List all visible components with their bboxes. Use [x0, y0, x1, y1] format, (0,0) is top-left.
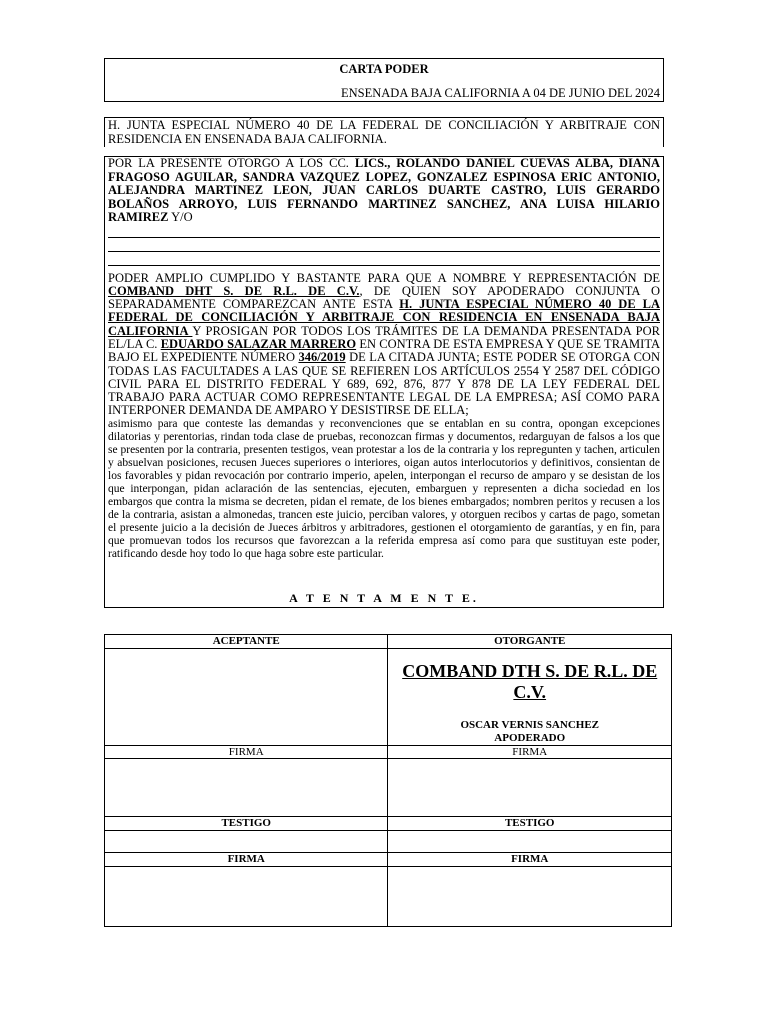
firma-header: FIRMA	[388, 853, 672, 867]
testigo-name-space	[105, 831, 388, 853]
header-box	[104, 58, 664, 102]
blank-line	[108, 224, 660, 238]
signature-table	[104, 634, 672, 927]
grant-suffix: Y/O	[168, 210, 193, 224]
power-text: , DE QUIEN SOY APODERADO CONJUNTA O SEPARADAMENTE COMPAREZCAN ANTE ESTA	[108, 283, 660, 312]
blank-line	[108, 252, 660, 266]
otorgante-company: COMBAND DTH S. DE R.L. DE C.V.	[402, 661, 658, 702]
testigo-header: TESTIGO	[388, 817, 672, 831]
firma-label: FIRMA	[388, 746, 672, 759]
testigo-name-space	[388, 831, 672, 853]
document-title: CARTA PODER	[339, 62, 429, 76]
representative-name: OSCAR VERNIS SANCHEZ	[460, 719, 599, 731]
otorgante-header: OTORGANTE	[388, 635, 672, 649]
addressee-text: H. JUNTA ESPECIAL NÚMERO 40 DE LA FEDERAL DE CONCILIACIÓN Y ARBITRAJE CON RESIDENCIA EN ENSENADA BAJA CALIFORNIA.	[108, 118, 660, 146]
otorgante-cell	[388, 649, 672, 746]
aceptante-cell	[105, 649, 388, 746]
place-date: ENSENADA BAJA CALIFORNIA A 04 DE JUNIO DEL 2024	[341, 86, 660, 100]
firma-label: FIRMA	[105, 746, 388, 759]
grant-intro: POR LA PRESENTE OTORGO A LOS CC.	[108, 156, 355, 170]
body-box	[104, 156, 664, 608]
power-text: PODER AMPLIO CUMPLIDO Y BASTANTE PARA QUE A NOMBRE Y REPRESENTACIÓN DE	[108, 270, 660, 285]
testigo-signature-space	[105, 867, 388, 927]
testigo-signature-space	[388, 867, 672, 927]
power-paragraph	[105, 272, 663, 418]
closing: A T E N T A M E N T E.	[289, 591, 479, 605]
blank-line	[108, 238, 660, 252]
power-text: Y PROSIGAN POR TODOS LOS TRÁMITES DE LA DEMANDA PRESENTADA POR EL/LA C.	[108, 323, 661, 351]
aceptante-header: ACEPTANTE	[105, 635, 388, 649]
junta-name: H. JUNTA ESPECIAL NÚMERO 40 DE LA FEDERAL DE CONCILIACIÓN Y ARBITRAJE CON RESIDENCIA EN ENSENADA BAJA CALIFORNIA	[108, 297, 660, 338]
file-number: 346/2019	[298, 350, 346, 365]
testigo-header: TESTIGO	[105, 817, 388, 831]
signature-space	[105, 759, 388, 817]
plaintiff-name: EDUARDO SALAZAR MARRERO	[160, 336, 357, 351]
representative-role: APODERADO	[494, 732, 566, 744]
attorney-names: LICS., ROLANDO DANIEL CUEVAS ALBA, DIANA FRAGOSO AGUILAR, SANDRA VAZQUEZ LOPEZ, GONZALEZ ESPINOSA ERIC ANTONIO, ALEJANDRA MARTINEZ LEON, JUAN CARLOS DUARTE CASTRO, LUIS GERARDO BOLAÑOS ARROYO, LUIS FERNANDO MARTINEZ SANCHEZ, ANA LUISA HILARIO RAMIREZ	[108, 156, 660, 224]
addressee-box	[104, 117, 664, 147]
firma-header: FIRMA	[105, 853, 388, 867]
power-text: EN CONTRA DE ESTA EMPRESA Y QUE SE TRAMITA BAJO EL EXPEDIENTE NÚMERO	[108, 336, 660, 365]
power-text: DE LA CITADA JUNTA; ESTE PODER SE OTORGA CON TODAS LAS FACULTADES A LAS QUE SE REFIEREN LOS ARTÍCULOS 2554 Y 2587 DEL CÓDIGO CIVIL PARA EL DISTRITO FEDERAL Y 689, 692, 876, 877 Y 878 DE LA LEY FEDERAL DEL TRABAJO PARA ACTUAR COMO REPRESENTANTE LEGAL DE LA EMPRESA; ASÍ COMO PARA INTERPONER DEMANDA DE AMPARO Y DESISTIRSE DE ELLA;	[108, 350, 660, 418]
body-bottom-line	[105, 607, 663, 608]
company-name: COMBAND DHT S. DE R.L. DE C.V.	[108, 283, 360, 298]
corner-tick	[663, 596, 664, 608]
grant-paragraph	[105, 157, 663, 225]
faculties-paragraph: asimismo para que conteste las demandas y reconvenciones que se entablan en su contra, opongan excepciones dilatorias y perentorias, rindan toda clase de pruebas, reconozcan firmas y documentos, redarguyan de falsos a los que se presenten por la contraria, presenten testigos, vean protestar a los de la contraria y los repregunten y tachen, articulen y absuelvan posiciones, recusen Jueces superiores o interiores, oigan autos interlocutorios y definitivos, consientan de los favorables y pidan revocación por contrario imperio, apelen, interpongan el recurso de amparo y se desistan de los que interpongan, pidan aclaración de las sentencias, ejecuten, embarguen y representen a dicha sociedad en los embargos que contra la misma se decreten, pidan el remate, de los bienes embargados; nombren peritos y recusen a los de la contraria, asistan a almonedas, trancen este juicio, perciban valores, y otorguen recibos y cartas de pago, sometan el presente juicio a la decisión de Jueces árbitros y arbitradores, gestionen el otorgamiento de garantías, y en fin, para que promuevan todos los recursos que favorezcan a la referida empresa así como para que sustituyan este poder, ratificando desde hoy todo lo que haga sobre este particular.	[108, 417, 660, 560]
signature-space	[388, 759, 672, 817]
